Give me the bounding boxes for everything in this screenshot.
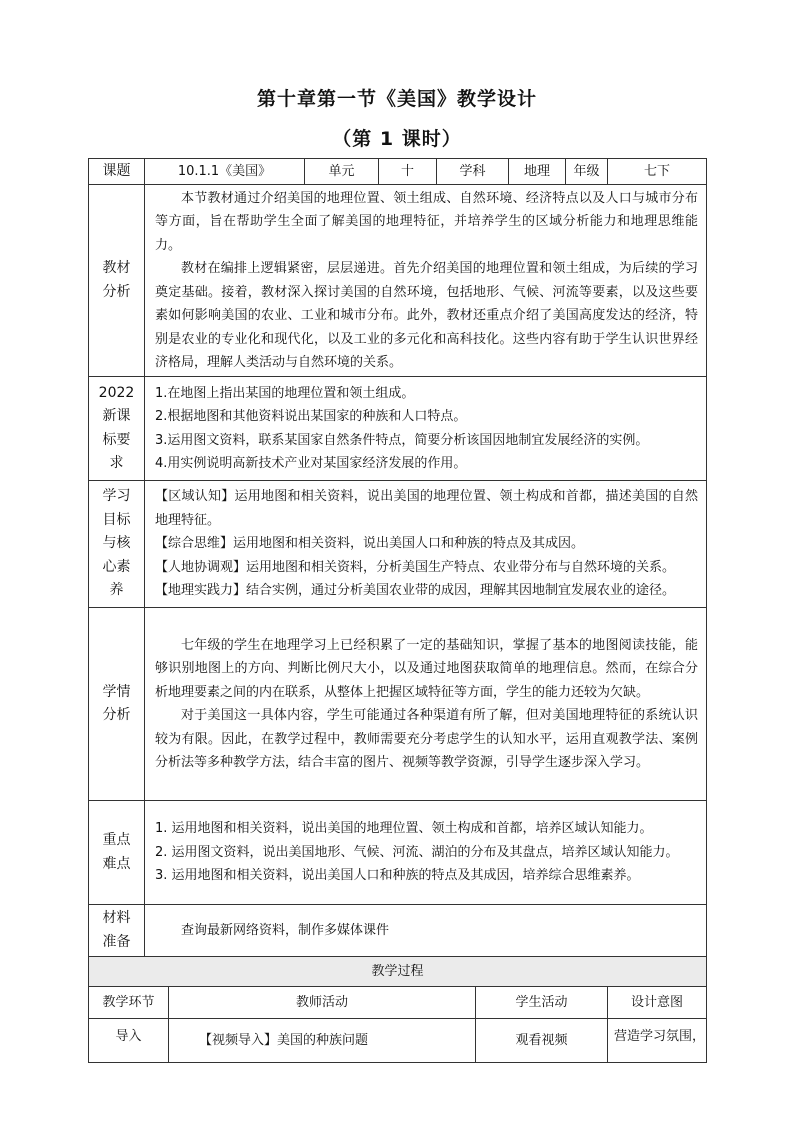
page-subtitle: （第 1 课时） — [332, 128, 462, 150]
materials-label — [89, 905, 145, 957]
material-analysis-label — [89, 185, 145, 377]
process-header-row — [89, 987, 707, 1019]
teacher-activity: 【视频导入】美国的种族问题 — [169, 1019, 476, 1063]
key-point-item: 3. 运用地图和相关资料，说出美国人口和种族的特点及其成因，培养综合思维素养。 — [155, 868, 640, 884]
label-line: 心素 — [102, 558, 131, 575]
learner-analysis-content — [145, 608, 707, 801]
objective-item: 【区域认知】运用地图和相关资料，说出美国的地理位置、领土构成和首都，描述美国的自然地理特征。 — [155, 489, 699, 528]
standard-item: 1.在地图上指出某国的地理位置和领土组成。 — [155, 385, 415, 401]
learner-analysis-label — [89, 608, 145, 801]
standard-item: 3.运用图文资料，联系某国家自然条件特点，简要分析该国因地制宜发展经济的实例。 — [155, 432, 649, 448]
standards-row — [89, 377, 707, 481]
process-row — [89, 1019, 707, 1063]
label-line: 教材 — [102, 260, 131, 276]
header-student: 学生活动 — [476, 987, 608, 1019]
objectives-content — [145, 481, 707, 608]
material-analysis-content — [145, 185, 707, 377]
header-teacher: 教师活动 — [169, 987, 476, 1019]
learner-analysis-row — [89, 608, 707, 801]
key-points-label — [89, 801, 145, 905]
paragraph: 教材在编排上逻辑紧密，层层递进。首先介绍美国的地理位置和领土组成，为后续的学习奠定基础。接着，教材深入探讨美国的自然环境，包括地形、气候、河流等要素，以及这些要素如何影响美国的农业、工业和城市分布。此外，教材还重点介绍了美国高度发达的经济，特别是农业的专业化和现代化，以及工业的多元化和高科技化。这些内容有助于学生认识世界经济格局，理解人类活动与自然环境的关系。 — [155, 261, 699, 370]
label-line: 目标 — [102, 511, 131, 528]
unit-value: 十 — [379, 159, 437, 185]
label-line: 准备 — [102, 933, 131, 950]
header-intent: 设计意图 — [608, 987, 707, 1019]
label-line: 分析 — [102, 283, 131, 300]
grade-value: 七下 — [608, 159, 707, 185]
process-title-row — [89, 957, 707, 987]
objectives-label — [89, 481, 145, 608]
design-intent: 营造学习氛围， — [608, 1019, 707, 1063]
unit-label: 单元 — [305, 159, 379, 185]
topic-label: 课题 — [89, 159, 145, 185]
label-line: 难点 — [102, 855, 131, 872]
grade-label: 年级 — [566, 159, 608, 185]
label-line: 重点 — [102, 832, 131, 848]
student-activity: 观看视频 — [476, 1019, 608, 1063]
process-title: 教学过程 — [89, 957, 707, 987]
objective-item: 【人地协调观】运用地图和相关资料，分析美国生产特点、农业带分布与自然环境的关系。 — [155, 559, 676, 575]
label-line: 求 — [109, 455, 124, 471]
label-line: 分析 — [102, 707, 131, 723]
materials-text: 查询最新网络资料，制作多媒体课件 — [181, 922, 390, 938]
paragraph: 本节教材通过介绍美国的地理位置、领土组成、自然环境、经济特点以及人口与城市分布等方面，旨在帮助学生全面了解美国的地理特征，并培养学生的区域分析能力和地理思维能力。 — [155, 190, 699, 253]
label-line: 学习 — [102, 488, 131, 505]
key-points-content — [145, 801, 707, 905]
standard-item: 2.根据地图和其他资料说出某国家的种族和人口特点。 — [155, 409, 467, 424]
label-line: 与核 — [102, 535, 131, 552]
label-line: 新课 — [102, 408, 131, 424]
key-point-item: 2. 运用图文资料，说出美国地形、气候、河流、湖泊的分布及其盘点，培养区域认知能力。 — [155, 844, 679, 860]
standard-item: 4.用实例说明高新技术产业对某国家经济发展的作用。 — [155, 456, 467, 471]
materials-row — [89, 905, 707, 957]
key-point-item: 1. 运用地图和相关资料，说出美国的地理位置、领土构成和首都，培养区域认知能力。 — [155, 821, 653, 837]
paragraph: 七年级的学生在地理学习上已经积累了一定的基础知识，掌握了基本的地图阅读技能，能够识别地图上的方向、判断比例尺大小，以及通过地图获取简单的地理信息。然而，在综合分析地理要素之间的内在联系，从整体上把握区域特征等方面，学生的能力还较为欠缺。 — [155, 637, 699, 700]
topic-value: 10.1.1《美国》 — [145, 159, 305, 185]
label-line: 学情 — [102, 683, 131, 700]
standards-content — [145, 377, 707, 481]
header-stage: 教学环节 — [89, 987, 169, 1019]
paragraph: 对于美国这一具体内容，学生可能通过各种渠道有所了解，但对美国地理特征的系统认识较为有限。因此，在教学过程中，教师需要充分考虑学生的认知水平，运用直观教学法、案例分析法等多种教学方法，结合丰富的图片、视频等教学资源，引导学生逐步深入学习。 — [155, 708, 699, 770]
stage-name: 导入 — [89, 1019, 169, 1063]
page-title: 第十章第一节《美国》教学设计 — [256, 88, 537, 110]
label-line: 材料 — [102, 910, 131, 926]
material-analysis-row — [89, 185, 707, 377]
info-row — [89, 159, 707, 185]
materials-content — [145, 905, 707, 957]
label-line: 2022 — [98, 384, 135, 401]
subject-label: 学科 — [437, 159, 509, 185]
key-points-row — [89, 801, 707, 905]
objective-item: 【综合思维】运用地图和相关资料，说出美国人口和种族的特点及其成因。 — [155, 536, 585, 552]
lesson-plan-table — [88, 158, 707, 1063]
label-line: 养 — [109, 582, 124, 599]
standards-label — [89, 377, 145, 481]
label-line: 标要 — [102, 431, 131, 448]
objectives-row — [89, 481, 707, 608]
subject-value: 地理 — [509, 159, 566, 185]
objective-item: 【地理实践力】结合实例，通过分析美国农业带的成因，理解其因地制宜发展农业的途径。 — [155, 583, 676, 599]
